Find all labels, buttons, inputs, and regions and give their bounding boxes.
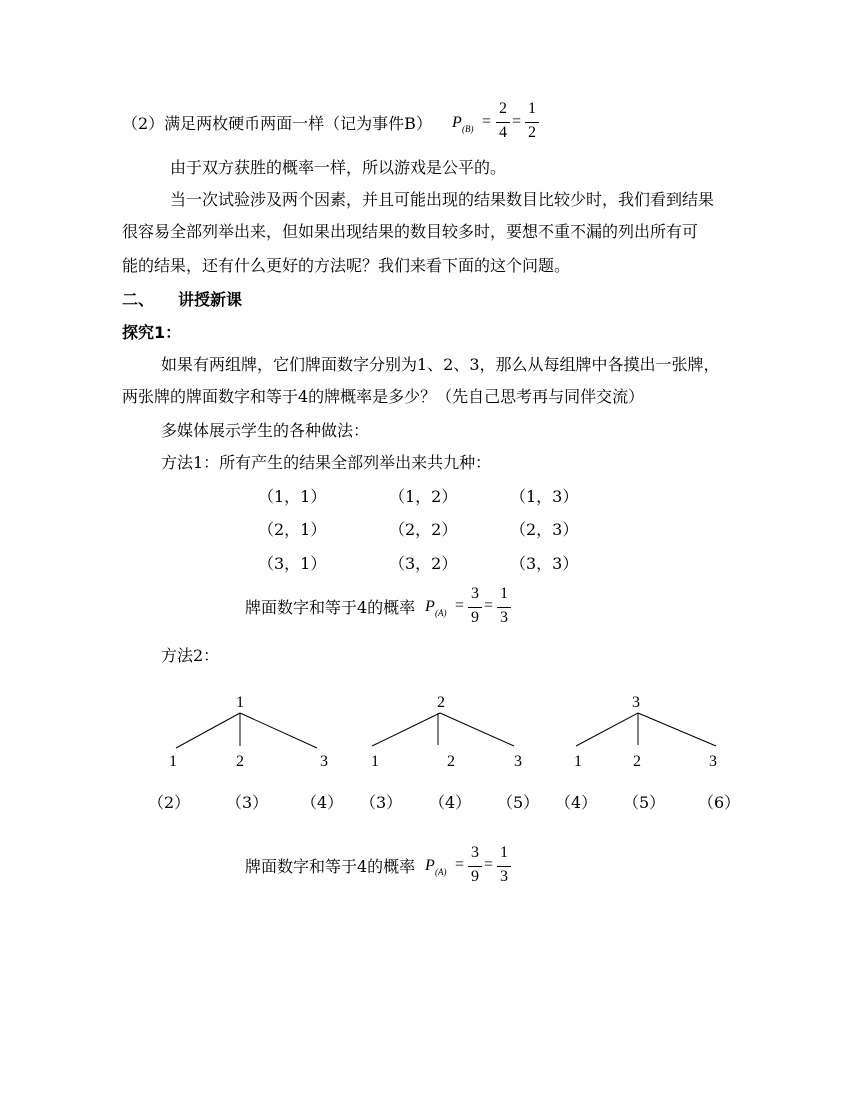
fraction-numerator: 1	[500, 844, 508, 861]
tree-leaf: 1	[371, 753, 379, 770]
tree-leaf: 3	[709, 753, 717, 770]
paragraph-line: 如果有两组牌，它们牌面数字分别为1、2、3，那么从每组牌中各摸出一张牌，	[161, 355, 720, 374]
tree-leaf: 2	[633, 753, 641, 770]
fraction-denominator: 3	[500, 609, 508, 626]
equals-sign: =	[482, 113, 492, 130]
tree-root: 3	[632, 694, 640, 711]
equals-sign: =	[455, 856, 465, 873]
outcome-pair: （3，3）	[510, 554, 579, 573]
paragraph-fair-game: 由于双方获胜的概率一样，所以游戏是公平的。	[170, 158, 507, 177]
formula-p-subscript: (A)	[435, 608, 447, 618]
condition-b-text: （2）满足两枚硬币两面一样（记为事件B）	[122, 114, 432, 133]
outcome-pair: （2，1）	[258, 520, 327, 539]
fraction-numerator: 3	[471, 844, 479, 861]
explore-heading: 探究1：	[122, 323, 182, 342]
tree-leaf: 2	[447, 753, 455, 770]
formula-p-subscript: (B)	[462, 124, 474, 134]
tree-leaf: 2	[236, 753, 244, 770]
fraction-numerator: 2	[499, 100, 507, 117]
tree-branch	[576, 713, 638, 746]
outcome-pair: （3，2）	[389, 554, 458, 573]
tree-leaf: 3	[514, 753, 522, 770]
sum-label: （5）	[497, 793, 540, 812]
equals-sign: =	[512, 113, 522, 130]
formula-p-symbol: P	[425, 857, 435, 874]
fraction-denominator: 9	[471, 868, 479, 885]
tree-branch	[176, 713, 240, 748]
fraction-denominator: 4	[499, 124, 507, 141]
paragraph-line: 很容易全部列举出来，但如果出现结果的数目较多时，要想不重不漏的列出所有可	[122, 222, 699, 241]
fraction-denominator: 2	[528, 124, 536, 141]
paragraph-line: 当一次试验涉及两个因素，并且可能出现的结果数目比较少时，我们看到结果	[170, 190, 715, 209]
equals-sign: =	[484, 597, 494, 614]
section-heading: 讲授新课	[178, 290, 243, 309]
tree-leaf: 1	[169, 753, 177, 770]
tree-branch	[372, 713, 440, 746]
fraction-bar	[497, 866, 511, 867]
equals-sign: =	[484, 856, 494, 873]
formula-p-symbol: P	[425, 598, 435, 615]
outcome-pair: （1，3）	[510, 487, 579, 506]
outcome-pair: （2，2）	[389, 520, 458, 539]
paragraph-line: 两张牌的牌面数字和等于4的牌概率是多少？（先自己思考再与同伴交流）	[122, 387, 645, 406]
method-1-label: 方法1：所有产生的结果全部列举出来共九种：	[161, 453, 492, 472]
sum-label: （4）	[555, 793, 598, 812]
sum-label: （4）	[301, 793, 344, 812]
tree-root: 1	[236, 694, 244, 711]
equals-sign: =	[455, 597, 465, 614]
fraction-numerator: 1	[500, 585, 508, 602]
tree-1-branches	[176, 713, 317, 748]
fraction-bar	[468, 866, 482, 867]
paragraph-line: 能的结果，还有什么更好的方法呢？我们来看下面的这个问题。	[122, 256, 571, 275]
formula-p-subscript: (A)	[435, 867, 447, 877]
fraction-denominator: 9	[471, 609, 479, 626]
tree-2-branches	[372, 713, 514, 746]
outcome-pair: （1，1）	[258, 487, 327, 506]
tree-leaf: 1	[574, 753, 582, 770]
formula-p-symbol: P	[452, 114, 462, 131]
outcome-pair: （2，3）	[510, 520, 579, 539]
sum-label: （3）	[360, 793, 403, 812]
fraction-numerator: 3	[471, 585, 479, 602]
section-number: 二、	[122, 290, 155, 309]
tree-branch	[440, 713, 514, 746]
sum-label: （3）	[226, 793, 269, 812]
sum-label: （5）	[623, 793, 666, 812]
tree-3-branches	[576, 713, 716, 746]
sum-label: （4）	[429, 793, 472, 812]
outcome-pair: （1，2）	[389, 487, 458, 506]
fraction-numerator: 1	[528, 100, 536, 117]
paragraph-line: 多媒体展示学生的各种做法：	[161, 421, 370, 440]
sum-label: （2）	[148, 793, 191, 812]
tree-leaf: 3	[320, 753, 328, 770]
fraction-denominator: 3	[500, 868, 508, 885]
tree-root: 2	[437, 694, 445, 711]
method-2-label: 方法2：	[161, 646, 220, 665]
sum-label: （6）	[698, 793, 741, 812]
probability-label: 牌面数字和等于4的概率	[245, 598, 416, 617]
outcome-pair: （3，1）	[258, 554, 327, 573]
probability-label: 牌面数字和等于4的概率	[245, 857, 416, 876]
tree-branch	[638, 713, 716, 746]
tree-branch	[240, 713, 317, 748]
